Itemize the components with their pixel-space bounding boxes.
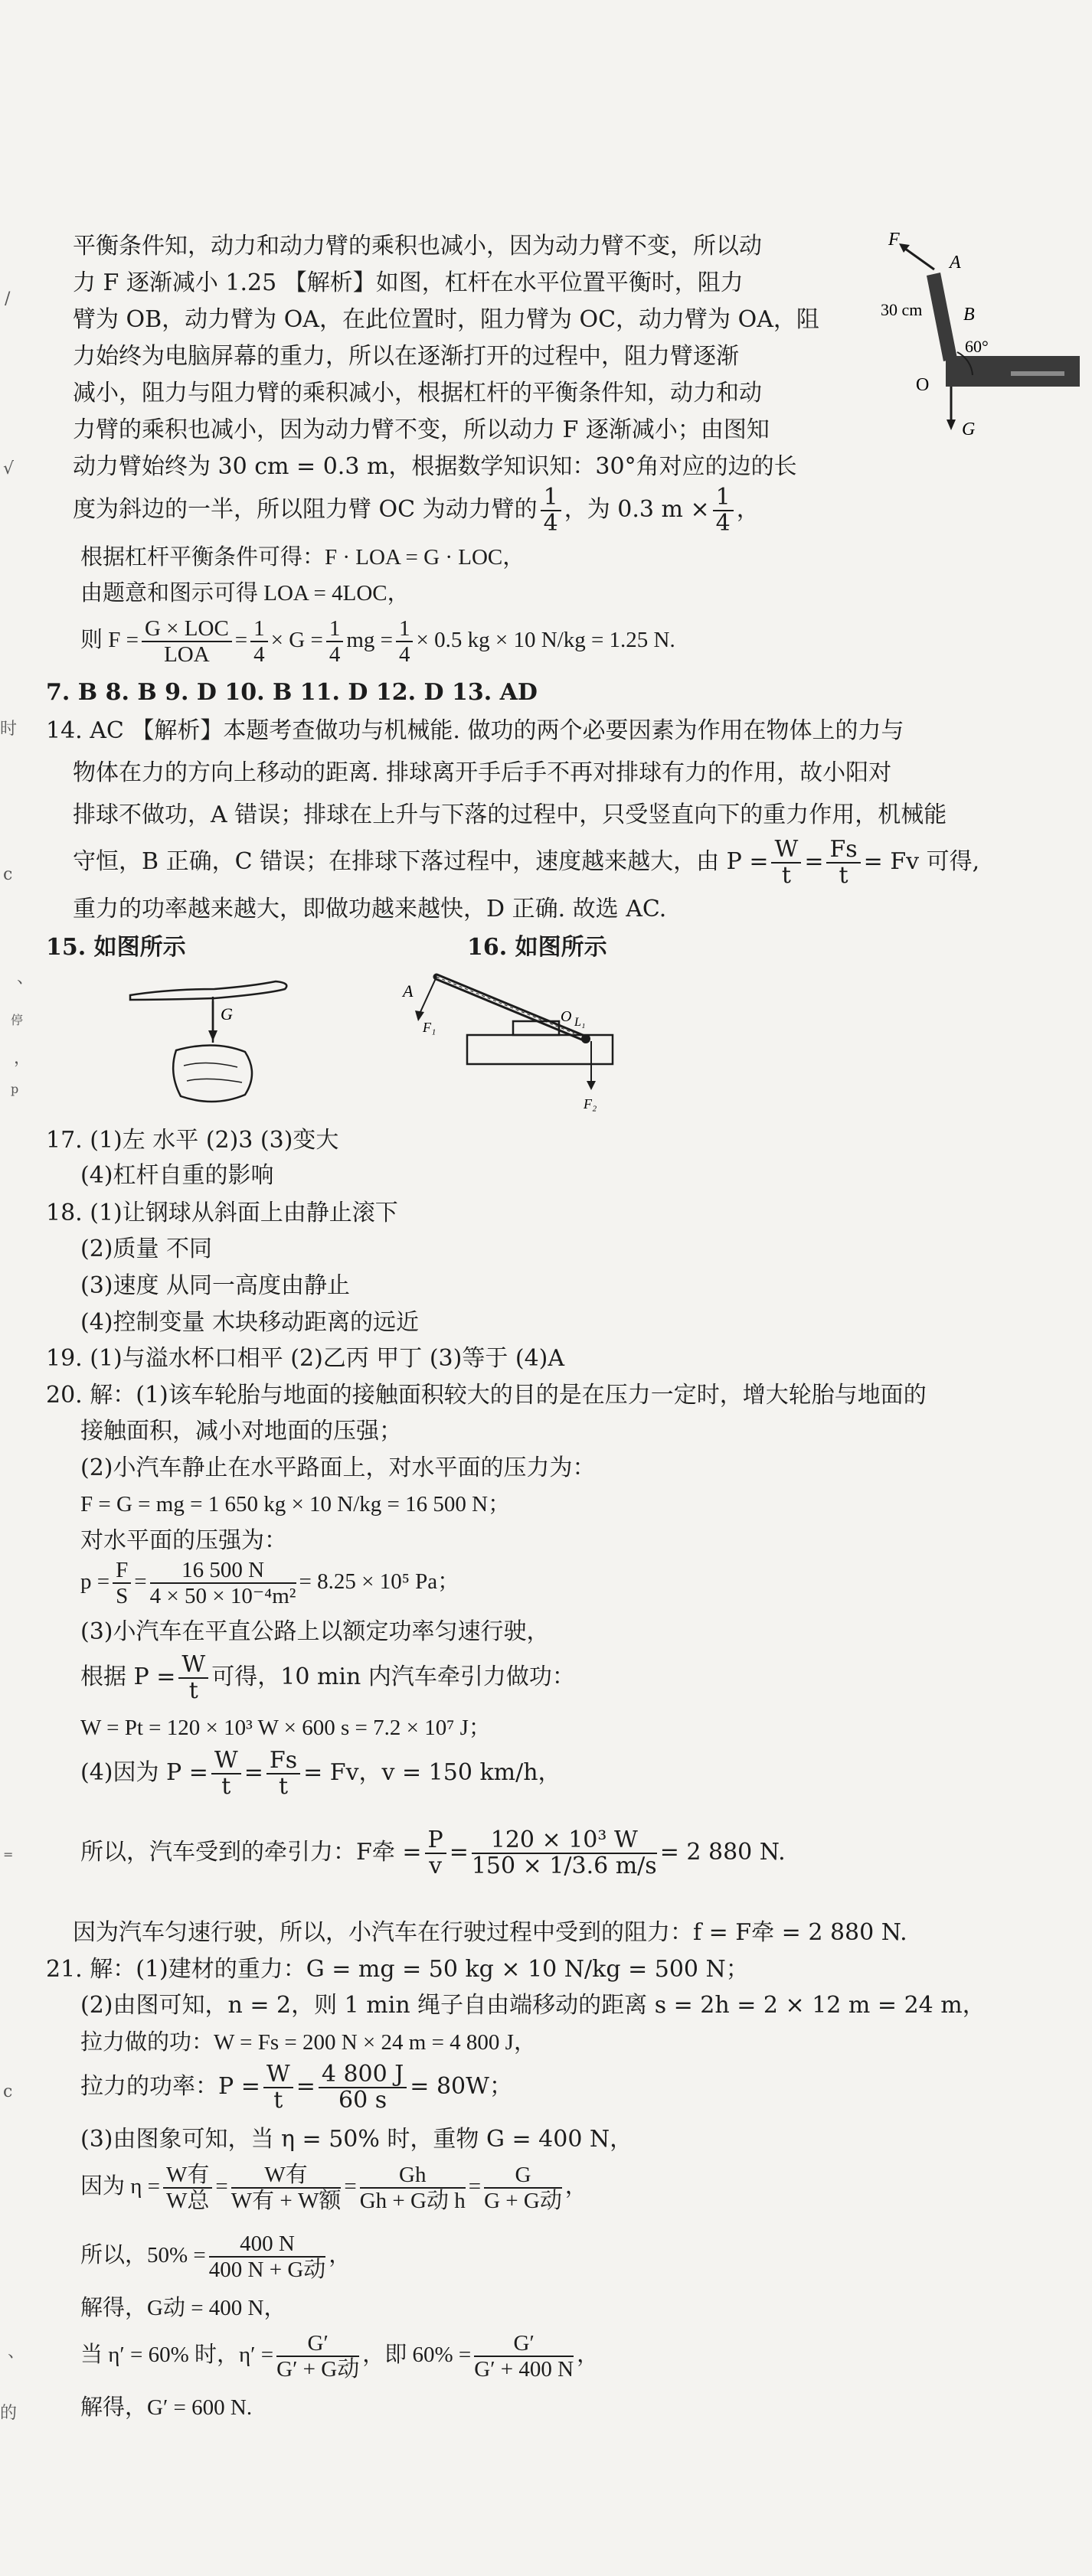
figure-16-lever — [391, 966, 620, 1131]
margin-mark: c — [3, 865, 13, 884]
margin-mark: = — [3, 1847, 14, 1862]
text-line: 所以，汽车受到的牵引力：F牵 = $\frac{P}{v}$ = $\frac{\text{120 × 10³ W}}{150 \times 1/3.6 m/s}$ = 2 880 N. — [80, 1827, 786, 1879]
equation-line: 由题意和图示可得 LOA = 4LOC， — [80, 581, 410, 606]
label-a: A — [403, 981, 414, 1001]
text-line: (4)控制变量 木块移动距离的远近 — [80, 1309, 420, 1336]
label-f1: F₁ — [423, 1020, 436, 1035]
equation-line: F = G = mg = 1 650 kg × 10 N/kg = 16 500 N； — [80, 1492, 511, 1517]
text-line: 守恒，B 正确，C 错误；在排球下落过程中，速度越来越大，由 P = $\frac{W}{t}$ = $\frac{Fs}{t}$ = Fv 可得, — [73, 836, 980, 889]
answer-15-label: 15. 如图所示 — [46, 934, 186, 961]
lever-screen — [927, 273, 957, 361]
margin-mark: 停 — [11, 1013, 24, 1027]
margin-mark: 时 — [0, 720, 18, 739]
text-line: (4)杠杆自重的影响 — [80, 1162, 274, 1189]
text-line: 17. (1)左 水平 (2)3 (3)变大 — [46, 1127, 339, 1154]
text-line: 度为斜边的一半，所以阻力臂 OC 为动力臂的 $\frac{1}{4}$ ，为 0.3 m × $\frac{1}{4}$ ， — [73, 484, 760, 537]
text-line: 平衡条件知，动力和动力臂的乘积也减小，因为动力臂不变，所以动 — [73, 233, 762, 260]
margin-mark: / — [5, 289, 11, 309]
margin-mark: 的 — [0, 2404, 18, 2423]
label-g: G — [962, 420, 976, 439]
text-line: 动力臂始终为 30 cm = 0.3 m，根据数学知识知：30°角对应的边的长 — [73, 453, 797, 480]
text-line: 14. AC 【解析】本题考查做功与机械能. 做功的两个必要因素为作用在物体上的力与 — [46, 717, 904, 744]
force-arrow-line — [902, 246, 934, 269]
margin-mark: 、 — [8, 2343, 25, 2362]
text-line: 对水平面的压强为： — [80, 1527, 287, 1554]
equation-line: 所以，50% = $\frac{400 N}{\text{400 N + G动}}$ ， — [80, 2232, 351, 2283]
spoon-fork — [130, 981, 286, 1000]
margin-mark: √ — [3, 459, 15, 478]
margin-mark: ， — [14, 1049, 31, 1068]
label-o: O — [561, 1008, 572, 1025]
answer-16-label: 16. 如图所示 — [467, 934, 607, 961]
text-line: (2)质量 不同 — [80, 1236, 213, 1262]
label-b: B — [963, 305, 975, 325]
text-line: 根据 P = $\frac{W}{t}$ 可得，10 min 内汽车牵引力做功： — [80, 1651, 575, 1704]
label-g: G — [221, 1004, 233, 1024]
equation-line: 则 F = $\frac{\text{G × LOC}}{\text{LOA}}$ = $\frac{1}{4}$ × G = $\frac{1}{4}$ mg = $\frac{1}{4}$ × 0.5 kg × 10 N/kg = 1.25 N. — [80, 616, 675, 668]
text-line: (3)速度 从同一高度由静止 — [80, 1272, 351, 1299]
text-line: (2)由图可知，n = 2，则 1 min 绳子自由端移动的距离 s = 2h = 2 × 12 m = 24 m， — [80, 1992, 986, 2019]
text-line: 减小，阻力与阻力臂的乘积减小，根据杠杆的平衡条件知，动力和动 — [73, 380, 762, 406]
text-line: 接触面积，减小对地面的压强； — [80, 1418, 402, 1445]
equation-line: 解得，G动 = 400 N， — [80, 2296, 286, 2320]
text-line: 重力的功率越来越大，即做功越来越快，D 正确. 故选 AC. — [73, 896, 667, 922]
text-line: 力 F 逐渐减小 1.25 【解析】如图，杠杆在水平位置平衡时，阻力 — [73, 269, 744, 296]
equation-line: W = Pt = 120 × 10³ W × 600 s = 7.2 × 10⁷ J； — [80, 1716, 491, 1740]
text-line: 排球不做功，A 错误；排球在上升与下落的过程中，只受竖直向下的重力作用，机械能 — [73, 802, 947, 828]
figure-15-balance — [123, 966, 299, 1112]
text-line: (3)由图象可知，当 η = 50% 时，重物 G = 400 N， — [80, 2126, 633, 2153]
label-f2: F₂ — [584, 1096, 597, 1112]
text-line: (2)小汽车静止在水平路面上，对水平面的压力为： — [80, 1455, 596, 1481]
label-length: 30 cm — [881, 300, 923, 319]
text-line: 18. (1)让钢球从斜面上由静止滚下 — [46, 1200, 398, 1226]
margin-mark: p — [11, 1082, 19, 1096]
label-f: F — [888, 230, 900, 250]
text-line: 20. 解：(1)该车轮胎与地面的接触面积较大的目的是在压力一定时，增大轮胎与地面的 — [46, 1382, 927, 1409]
equation-line: p = $\frac{F}{S}$ = $\frac{16 500 N}{\text{4 × 50 × 10⁻⁴m²}}$ = 8.25 × 10⁵ Pa； — [80, 1558, 460, 1609]
lever-diagram — [881, 230, 1087, 452]
text-line: (3)小汽车在平直公路上以额定功率匀速行驶， — [80, 1618, 550, 1645]
equation-line: 拉力做的功：W = Fs = 200 N × 24 m = 4 800 J， — [80, 2030, 536, 2055]
force-f1-line — [420, 977, 436, 1014]
text-line: 力臂的乘积也减小，因为动力臂不变，所以动力 F 逐渐减小；由图知 — [73, 416, 770, 443]
text-line: 臂为 OB，动力臂为 OA，在此位置时，阻力臂为 OC，动力臂为 OA，阻 — [73, 306, 819, 333]
label-o: O — [916, 375, 930, 395]
clay-block — [173, 1045, 252, 1102]
text-line: 拉力的功率：P = $\frac{W}{t}$ = $\frac{4 800 J}{60 s}$ = 80W； — [80, 2061, 512, 2114]
text-line: (4)因为 P = $\frac{W}{t}$ = $\frac{Fs}{t}$ = Fv，v = 150 km/h， — [80, 1747, 561, 1800]
answer-line-7-13: 7. B 8. B 9. D 10. B 11. D 12. D 13. AD — [46, 679, 538, 706]
gravity-arrowhead — [947, 420, 956, 430]
label-angle: 60° — [965, 337, 989, 356]
equation-line: 因为 η = $\frac{\text{W有}}{\text{W总}}$ = $\frac{\text{W有}}{\text{W有 + W额}}$ = $\frac{Gh}{\text{Gh + G动 h}}$ = $\frac{G}{\text{G + G动}}$ ， — [80, 2163, 587, 2214]
gravity-arrowhead — [208, 1030, 217, 1041]
text-line: 因为汽车匀速行驶，所以，小汽车在行驶过程中受到的阻力：f = F牵 = 2 880 N. — [73, 1919, 907, 1946]
equation-line: 解得，G′ = 600 N. — [80, 2395, 253, 2420]
equation-line: 当 η′ = 60% 时，η′ = $\frac{G'}{\text{G′ + G动}}$ ，即 60% = $\frac{G'}{G' + 400 N}$ ， — [80, 2331, 600, 2382]
margin-mark: c — [3, 2082, 13, 2101]
text-line: 21. 解：(1)建材的重力：G = mg = 50 kg × 10 N/kg = 500 N； — [46, 1956, 749, 1983]
label-a: A — [950, 253, 961, 273]
pivot — [581, 1034, 590, 1043]
equation-line: 根据杠杆平衡条件可得：F · LOA = G · LOC， — [80, 545, 525, 570]
label-l1: L₁ — [574, 1016, 586, 1029]
margin-mark: 、 — [17, 968, 34, 988]
text-line: 力始终为电脑屏幕的重力，所以在逐渐打开的过程中，阻力臂逐渐 — [73, 343, 739, 370]
text-line: 物体在力的方向上移动的距离. 排球离开手后手不再对排球有力的作用，故小阳对 — [73, 759, 892, 786]
text-line: 19. (1)与溢水杯口相平 (2)乙丙 甲丁 (3)等于 (4)A — [46, 1345, 565, 1372]
